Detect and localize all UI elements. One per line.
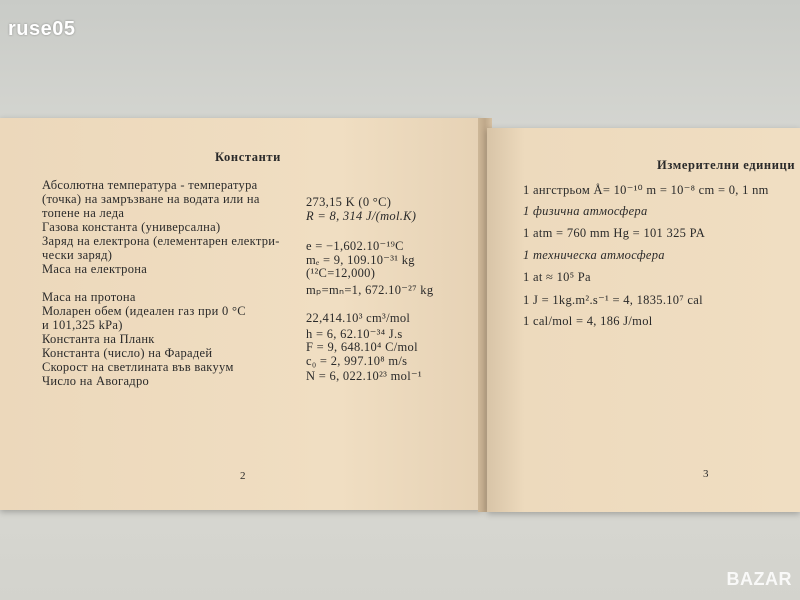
unit-line: 1 at ≈ 10⁵ Pa [523,270,591,284]
unit-line: 1 техническа атмосфера [523,248,665,262]
left-page [0,118,482,510]
constant-value: F = 9, 648.10⁴ C/mol [306,340,418,354]
constant-value: mₑ = 9, 109.10⁻³¹ kg [306,253,415,267]
constant-label: (точка) на замръзване на водата или на [42,192,260,206]
left-page-title: Константи [215,150,281,164]
constant-label: Абсолютна температура - температура [42,178,258,192]
unit-line: 1 ангстрьом Å= 10⁻¹⁰ m = 10⁻⁸ cm = 0, 1 nm [523,183,769,197]
constant-label: Заряд на електрона (елементарен електри- [42,234,280,248]
constant-value: R = 8, 314 J/(mol.K) [306,209,417,223]
unit-line: 1 cal/mol = 4, 186 J/mol [523,314,653,328]
page-number: 2 [240,470,246,482]
unit-line: 1 физична атмосфера [523,204,648,218]
constant-value: 273,15 K (0 °C) [306,195,392,209]
constant-label: Константа (число) на Фарадей [42,346,213,360]
constant-value: h = 6, 62.10⁻³⁴ J.s [306,327,403,341]
constant-label: Маса на електрона [42,262,148,276]
constant-value: c₀ = 2, 997.10⁸ m/s [306,354,408,368]
constant-label: чески заряд) [42,248,113,262]
constant-label: Газова константа (универсална) [42,220,221,234]
bazar-logo: BAZAR [726,569,792,589]
right-page [487,128,800,512]
constant-value: mₚ=mₙ=1, 672.10⁻²⁷ kg [306,283,434,297]
constant-label: Константа на Планк [42,332,155,346]
unit-line: 1 atm = 760 mm Hg = 101 325 PA [523,226,706,240]
right-page-title: Измерителни единици [657,158,796,172]
page-number: 3 [703,468,709,480]
constant-label: и 101,325 kPa) [42,318,123,332]
watermark-text: ruse05 [8,18,76,40]
constant-value: (¹²C=12,000) [306,266,376,280]
constant-label: Число на Авогадро [42,374,150,388]
constant-value: 22,414.10³ cm³/mol [306,311,411,325]
constant-label: Маса на протона [42,290,136,304]
constant-label: топене на леда [42,206,125,220]
constant-label: Скорост на светлината във вакуум [42,360,234,374]
constant-label: Моларен обем (идеален газ при 0 °C [42,304,246,318]
constant-value: e = −1,602.10⁻¹⁹C [306,239,404,253]
unit-line: 1 J = 1kg.m².s⁻¹ = 4, 1835.10⁷ cal [523,293,703,307]
constant-value: N = 6, 022.10²³ mol⁻¹ [306,369,422,383]
